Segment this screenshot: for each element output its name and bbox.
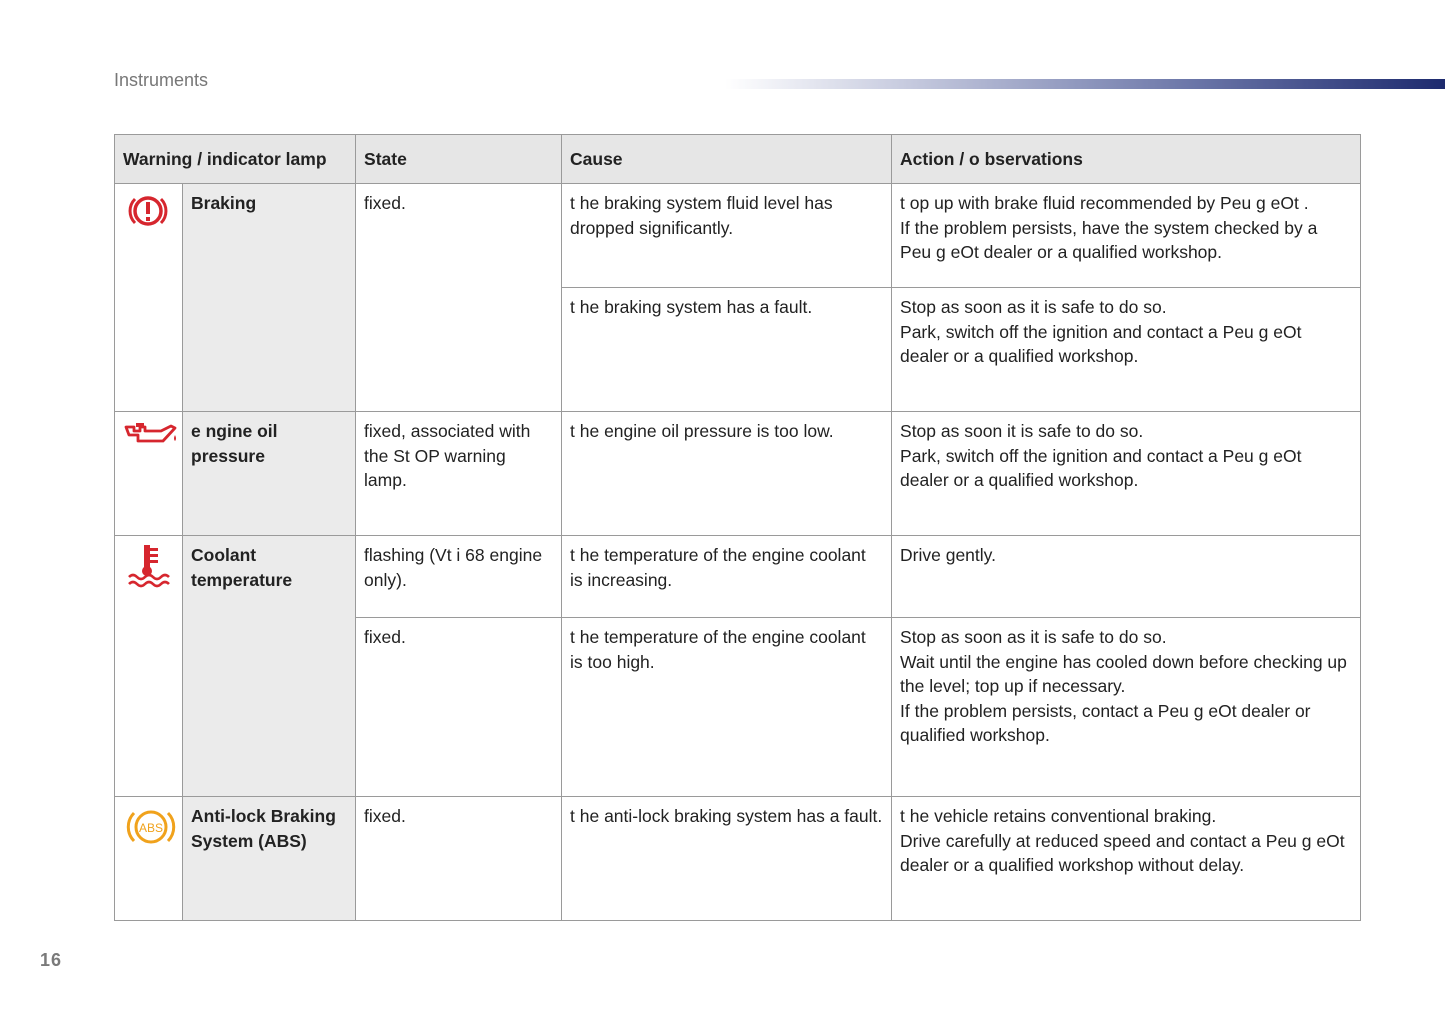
abs-icon [123, 805, 179, 856]
lamp-name: Anti-lock Braking System (ABS) [183, 797, 356, 921]
lamp-cause: t he braking system fluid level has dropped significantly. [562, 184, 892, 288]
oil-can-icon [123, 419, 179, 456]
lamp-action: t op up with brake fluid recommended by Peu g eOt . If the problem persists, have the system checked by a Peu g eOt dealer or a qualified workshop. [892, 184, 1361, 288]
lamp-name: e ngine oil pressure [183, 412, 356, 536]
lamp-state: fixed. [356, 797, 562, 921]
column-header-lamp: Warning / indicator lamp [115, 135, 356, 184]
lamp-icon-cell [115, 412, 183, 536]
lamp-cause: t he anti-lock braking system has a fault. [562, 797, 892, 921]
page-number: 16 [40, 950, 63, 970]
column-header-action: Action / o bservations [892, 135, 1361, 184]
svg-text:ABS: ABS [138, 821, 164, 835]
section-title: Instruments [114, 70, 209, 90]
table-row [115, 412, 1361, 536]
warning-lamp-table [114, 134, 1361, 921]
lamp-state: fixed. [356, 618, 562, 797]
lamp-cause: t he temperature of the engine coolant is increasing. [562, 536, 892, 618]
lamp-name: Coolant temperature [183, 536, 356, 797]
lamp-action: t he vehicle retains conventional braking. Drive carefully at reduced speed and contact a Peu g eOt dealer or a qualified workshop without delay. [892, 797, 1361, 921]
column-header-state: State [356, 135, 562, 184]
lamp-state: flashing (Vt i 68 engine only). [356, 536, 562, 618]
lamp-state: fixed. [356, 184, 562, 412]
lamp-cause: t he engine oil pressure is too low. [562, 412, 892, 536]
column-header-cause: Cause [562, 135, 892, 184]
lamp-state: fixed, associated with the St OP warning lamp. [356, 412, 562, 536]
lamp-cause: t he temperature of the engine coolant is too high. [562, 618, 892, 797]
lamp-action: Stop as soon it is safe to do so. Park, switch off the ignition and contact a Peu g eOt dealer or a qualified workshop. [892, 412, 1361, 536]
table-row [115, 797, 1361, 921]
lamp-icon-cell [115, 184, 183, 412]
coolant-temperature-icon [123, 543, 173, 596]
lamp-icon-cell [115, 536, 183, 797]
lamp-cause: t he braking system has a fault. [562, 288, 892, 412]
lamp-action: Stop as soon as it is safe to do so. Park, switch off the ignition and contact a Peu g eOt dealer or a qualified workshop. [892, 288, 1361, 412]
lamp-icon-cell [115, 797, 183, 921]
table-row [115, 184, 1361, 288]
lamp-action: Stop as soon as it is safe to do so. Wait until the engine has cooled down before checking up the level; top up if necessary. If the problem persists, contact a Peu g eOt dealer or qualified workshop. [892, 618, 1361, 797]
brake-warning-icon [123, 191, 173, 238]
lamp-action: Drive gently. [892, 536, 1361, 618]
lamp-name: Braking [183, 184, 356, 412]
header-gradient-bar [725, 79, 1445, 89]
table-row [115, 536, 1361, 618]
table-header-row [115, 135, 1361, 184]
